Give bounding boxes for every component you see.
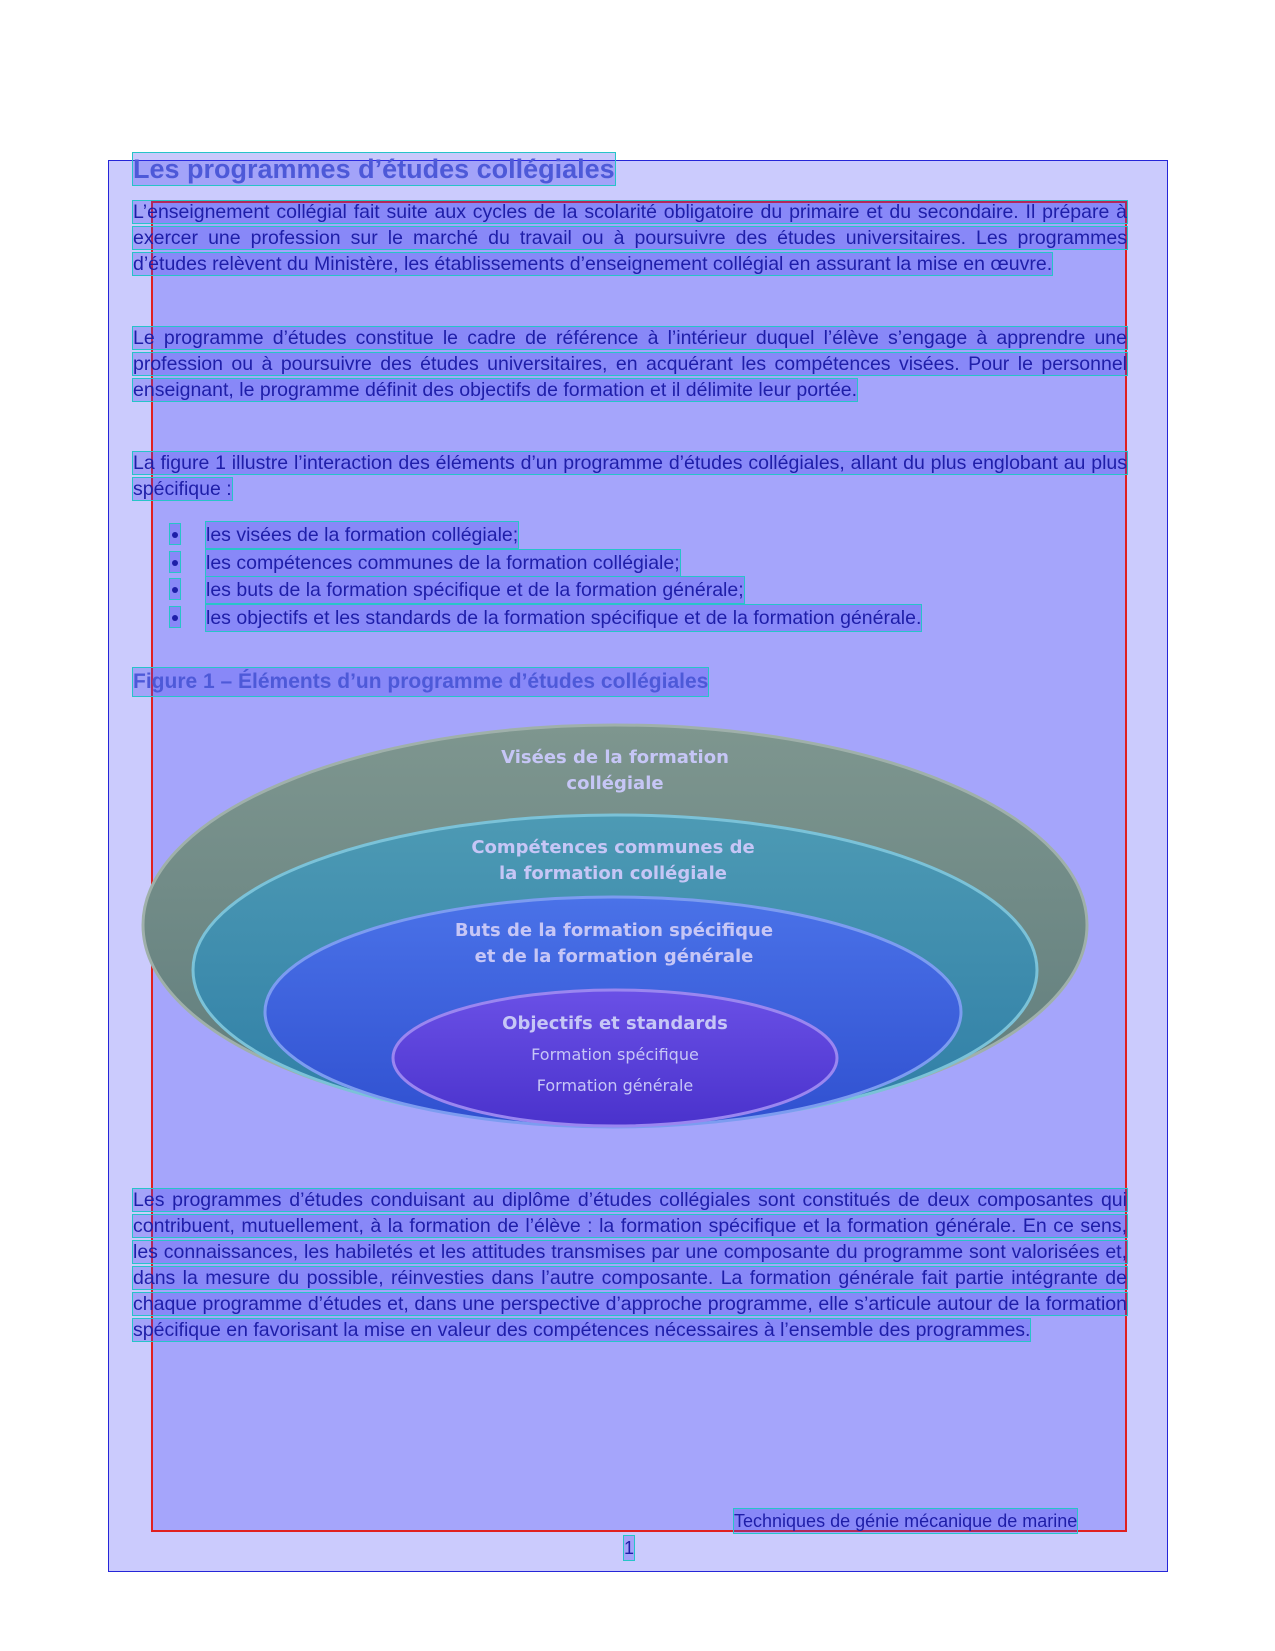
layer-label: Formation spécifique (531, 1045, 699, 1064)
paragraph-text: Le programme d’études constitue le cadre de référence à l’intérieur duquel l’élève s’engage à apprendre une profession ou à poursuivre des études universitaires, en acquérant les compétences visées. Pour le personnel enseignant, le programme définit des objectifs de formation et il délimite leur portée. (133, 327, 1127, 401)
paragraph-program (133, 325, 1127, 403)
bullet-icon (170, 552, 180, 572)
paragraph-text: Les programmes d’études conduisant au diplôme d’études collégiales sont constitués de deux composantes qui contribuent, mutuellement, à la formation de l’élève : la formation spécifique et la formation générale. En ce sens, les connaissances, les habiletés et les attitudes transmises par une composante du programme sont valorisées et, dans la mesure du possible, réinvesties dans l’autre composante. La formation générale fait partie intégrante de chaque programme d’études et, dans une perspective d’approche programme, elle s’articule autour de la formation spécifique en favorisant la mise en valeur des compétences nécessaires à l’ensemble des programmes. (133, 1189, 1127, 1341)
list-item-label: les objectifs et les standards de la formation spécifique et de la formation générale. (206, 606, 922, 629)
paragraph-text: La figure 1 illustre l’interaction des éléments d’un programme d’études collégiales, allant du plus englobant au plus spécifique : (133, 452, 1127, 500)
bullet-icon (170, 607, 180, 627)
layer-label: Compétences communes de (471, 837, 755, 858)
layer-label: Objectifs et standards (502, 1013, 728, 1034)
list-item-label: les buts de la formation spécifique et de la formation générale; (206, 579, 744, 601)
figure-title: Figure 1 – Éléments d’un programme d’études collégiales (133, 668, 708, 696)
paragraph-intro (133, 199, 1127, 277)
paragraph-closing (133, 1187, 1127, 1343)
bullet-icon (170, 524, 180, 544)
list-item-label: les compétences communes de la formation collégiale; (206, 551, 680, 574)
bullet-icon (170, 579, 180, 599)
page-number: 1 (624, 1538, 635, 1558)
layer-label: Formation générale (536, 1076, 694, 1095)
page-title: Les programmes d’études collégiales (133, 154, 615, 184)
paragraph-figure-intro (133, 450, 1127, 502)
layer-label: la formation collégiale (499, 863, 727, 884)
layer-label: collégiale (566, 773, 664, 794)
layer-label: et de la formation générale (474, 946, 754, 967)
paragraph-text: L’enseignement collégial fait suite aux cycles de la scolarité obligatoire du primaire et du secondaire. Il prépare à exercer une profession sur le marché du travail ou à poursuivre des études universitaires. Les programmes d’études relèvent du Ministère, les établissements d’enseignement collégial en assurant la mise en œuvre. (133, 201, 1127, 275)
layer-label: Buts de la formation spécifique (454, 920, 774, 941)
list-item-label: les visées de la formation collégiale; (206, 524, 519, 546)
page-footer: Techniques de génie mécanique de marine (734, 1511, 1078, 1531)
layer-label: Visées de la formation (501, 747, 729, 768)
nested-ellipse-diagram (130, 720, 1100, 1130)
diagram-layer-objectifs (393, 990, 837, 1126)
